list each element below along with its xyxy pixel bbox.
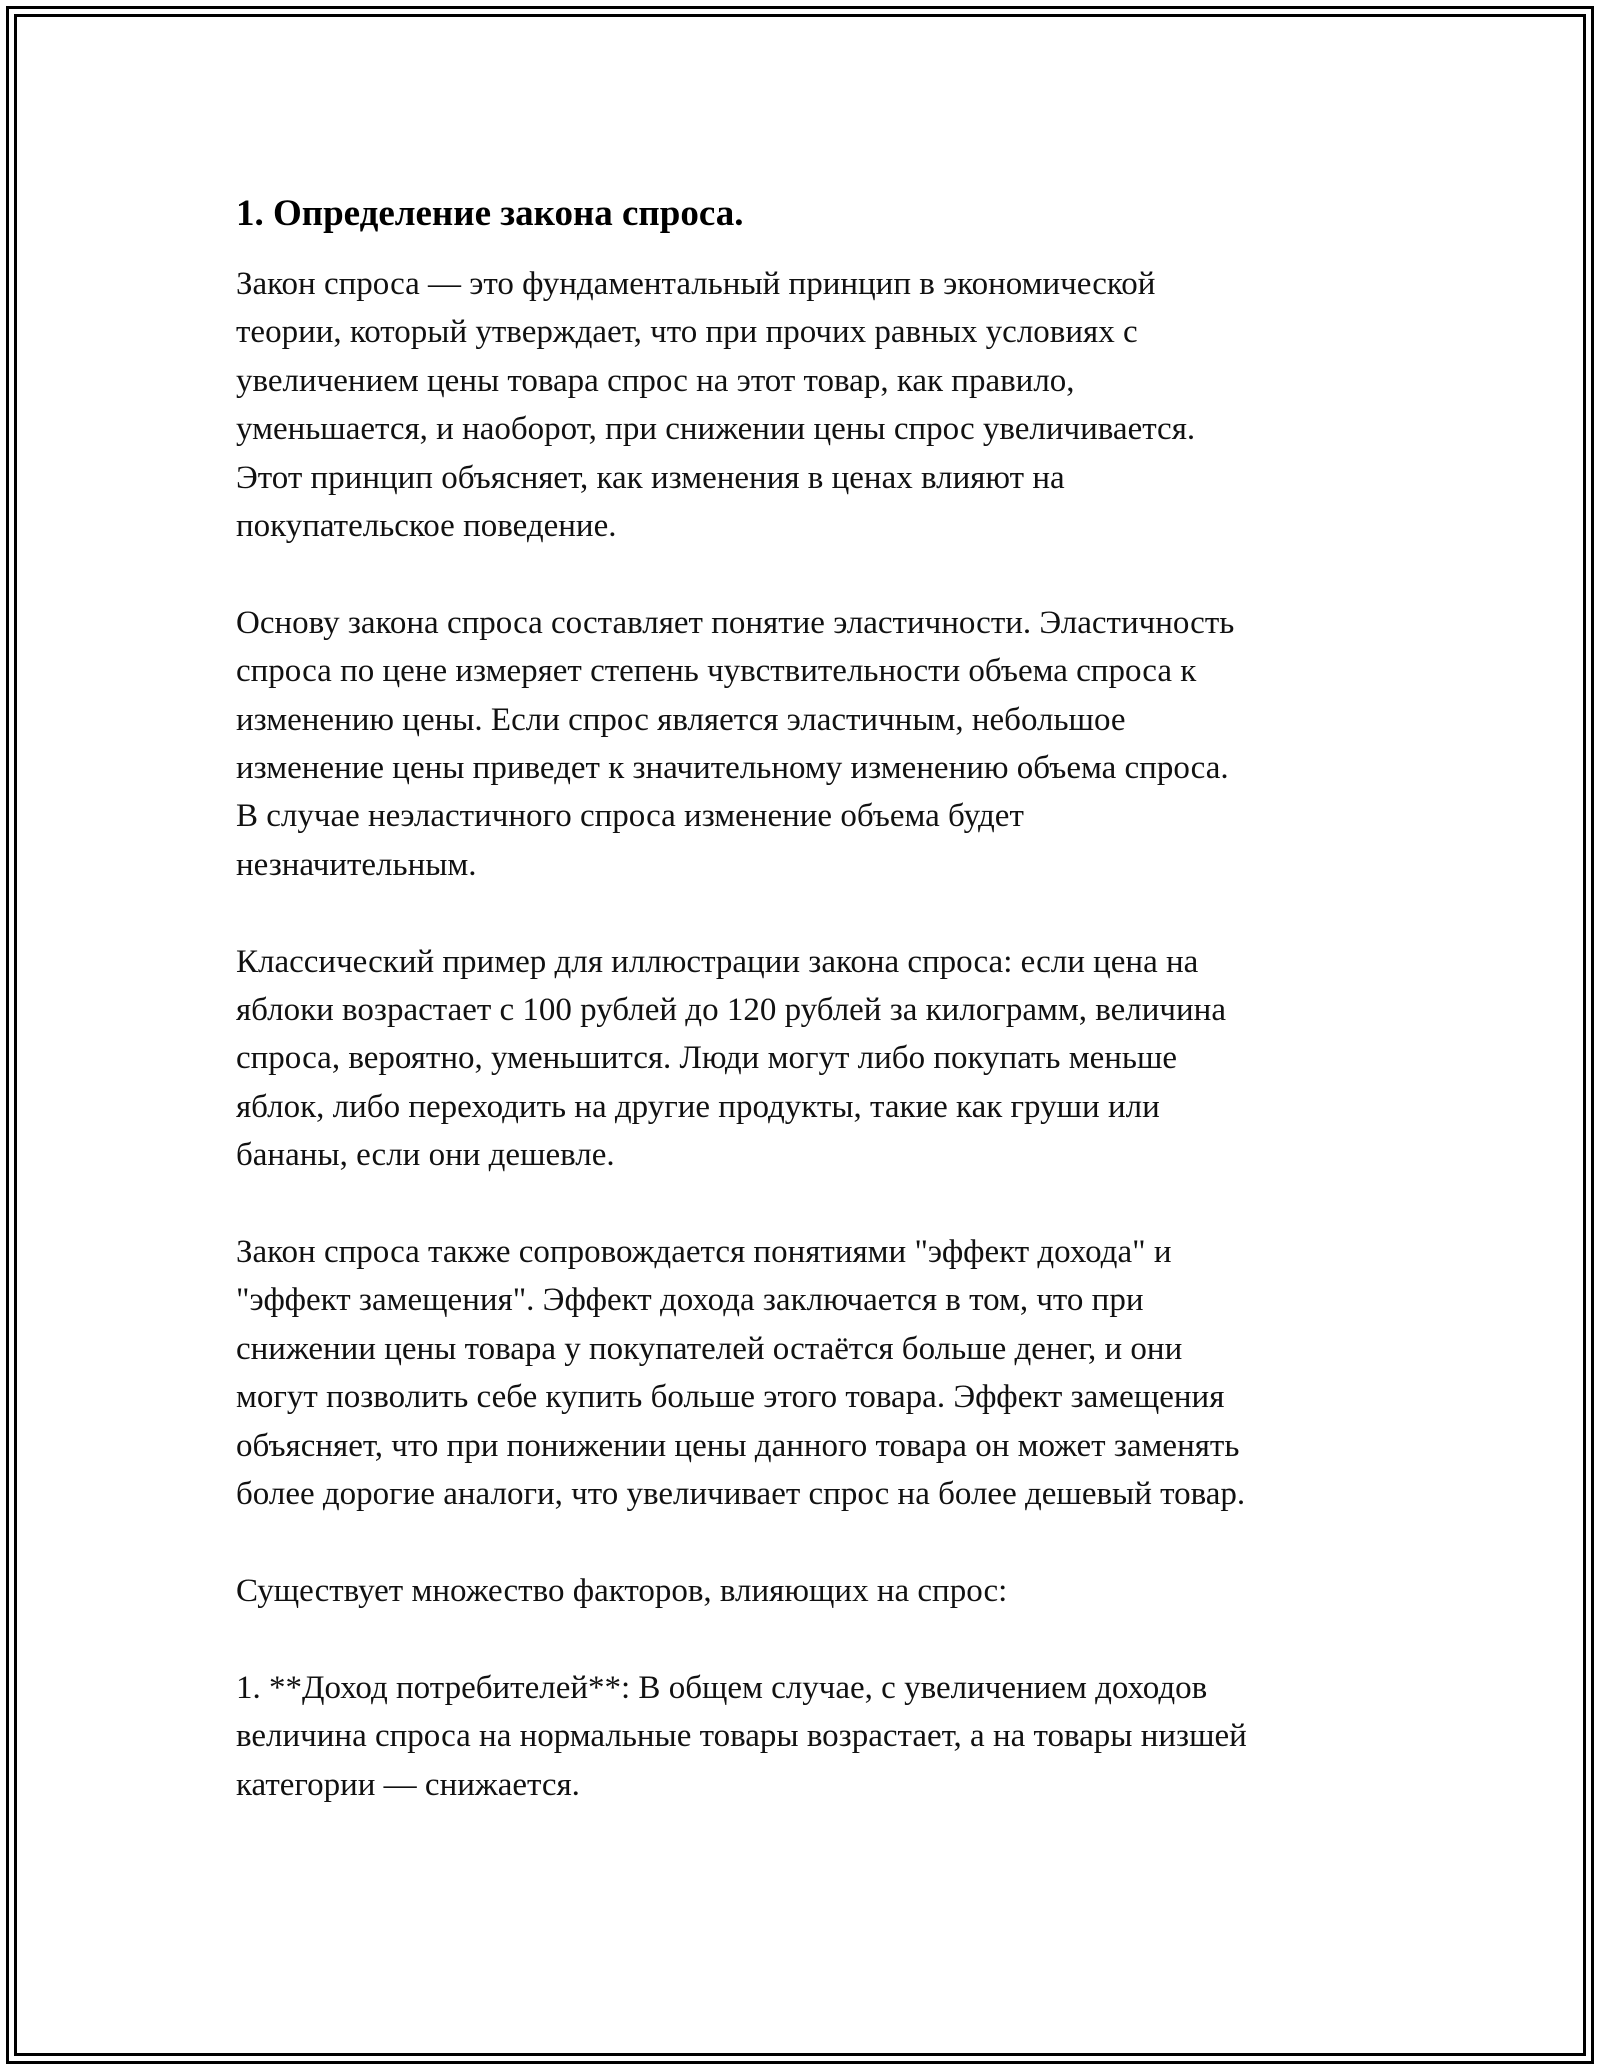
text-line: объясняет, что при понижении цены данного товара он может заменять bbox=[236, 1427, 1240, 1464]
section-heading: 1. Определение закона спроса. bbox=[236, 193, 744, 234]
text-line: Этот принцип объясняет, как изменения в ценах влияют на bbox=[236, 459, 1065, 496]
text-line: изменению цены. Если спрос является эластичным, небольшое bbox=[236, 701, 1126, 738]
paragraph-factor-income bbox=[236, 1664, 1386, 1809]
text-line: Классический пример для иллюстрации закона спроса: если цена на bbox=[236, 943, 1199, 980]
text-line: теории, который утверждает, что при прочих равных условиях с bbox=[236, 314, 1138, 351]
document-body bbox=[236, 186, 1386, 1857]
paragraph-example bbox=[236, 938, 1386, 1180]
text-line: бананы, если они дешевле. bbox=[236, 1137, 615, 1174]
text-line: 1. **Доход потребителей**: В общем случае, с увеличением доходов bbox=[236, 1669, 1208, 1706]
text-line: снижении цены товара у покупателей остаётся больше денег, и они bbox=[236, 1330, 1183, 1367]
text-line: яблоки возрастает с 100 рублей до 120 рублей за килограмм, величина bbox=[236, 992, 1226, 1029]
text-line: увеличением цены товара спрос на этот товар, как правило, bbox=[236, 362, 1075, 399]
text-line: категории — снижается. bbox=[236, 1766, 580, 1803]
text-line: могут позволить себе купить больше этого товара. Эффект замещения bbox=[236, 1379, 1225, 1416]
text-line: яблок, либо переходить на другие продукты, такие как груши или bbox=[236, 1088, 1160, 1125]
text-line: изменение цены приведет к значительному изменению объема спроса. bbox=[236, 750, 1229, 787]
text-line: спроса, вероятно, уменьшится. Люди могут либо покупать меньше bbox=[236, 1040, 1178, 1077]
text-line: спроса по цене измеряет степень чувствительности объема спроса к bbox=[236, 653, 1197, 690]
paragraph-factors-intro bbox=[236, 1567, 1386, 1615]
text-line: незначительным. bbox=[236, 846, 477, 883]
text-line: величина спроса на нормальные товары возрастает, а на товары низшей bbox=[236, 1718, 1247, 1755]
text-line: Основу закона спроса составляет понятие эластичности. Эластичность bbox=[236, 604, 1235, 641]
text-line: Закон спроса — это фундаментальный принцип в экономической bbox=[236, 266, 1156, 302]
text-line: более дорогие аналоги, что увеличивает спрос на более дешевый товар. bbox=[236, 1476, 1246, 1513]
text-line: Существует множество факторов, влияющих на спрос: bbox=[236, 1572, 1008, 1609]
text-line: покупательское поведение. bbox=[236, 508, 617, 545]
text-line: "эффект замещения". Эффект дохода заключается в том, что при bbox=[236, 1282, 1144, 1319]
text-line: уменьшается, и наоборот, при снижении цены спрос увеличивается. bbox=[236, 411, 1196, 448]
paragraph-definition bbox=[236, 260, 1386, 550]
text-line: Закон спроса также сопровождается понятиями "эффект дохода" и bbox=[236, 1234, 1172, 1271]
paragraph-elasticity bbox=[236, 599, 1386, 889]
paragraph-effects bbox=[236, 1228, 1386, 1518]
text-line: В случае неэластичного спроса изменение объема будет bbox=[236, 798, 1024, 835]
